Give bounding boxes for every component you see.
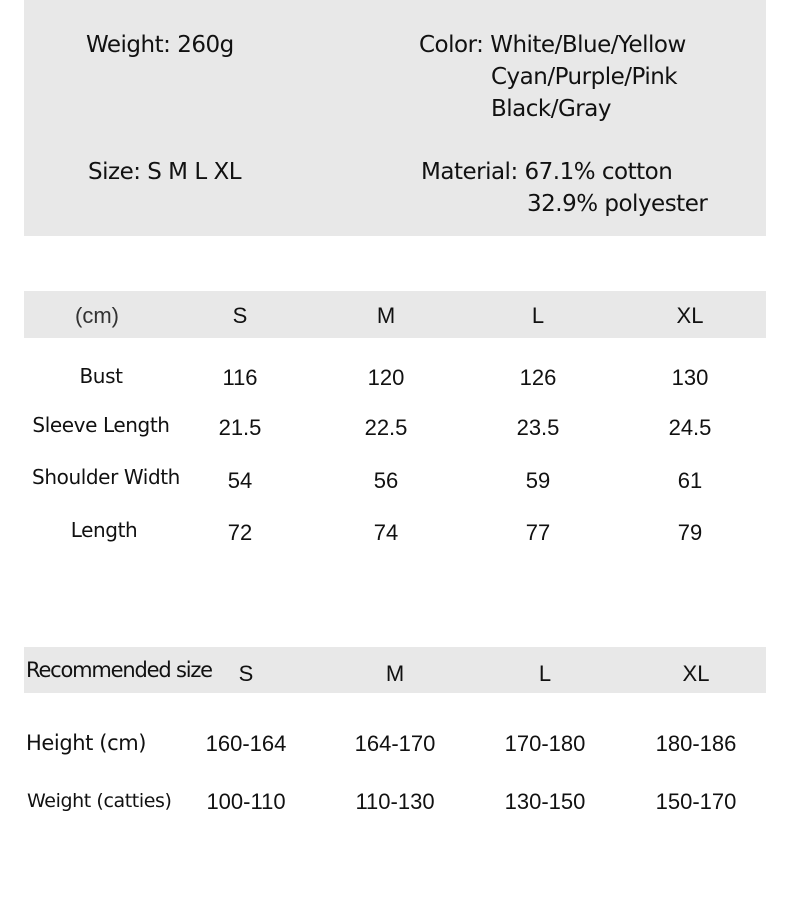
size-chart-unit-header: (cm)	[75, 303, 119, 328]
table-cell: 23.5	[516, 415, 560, 440]
row-label: Weight (catties)	[27, 790, 172, 812]
table-cell: 130-150	[504, 789, 586, 814]
table-cell: 150-170	[655, 789, 737, 814]
size-chart-column-header: XL	[676, 303, 704, 328]
table-cell: 54	[227, 468, 253, 493]
table-cell: 110-130	[355, 789, 435, 814]
weight-spec: Weight: 260g	[86, 32, 234, 58]
table-cell: 72	[227, 520, 253, 545]
table-cell: 61	[677, 468, 703, 493]
recommended-size-column-header: S	[238, 661, 254, 686]
table-cell: 160-164	[205, 731, 287, 756]
material-spec-line-2: 32.9% polyester	[527, 191, 708, 217]
table-cell: 24.5	[668, 415, 712, 440]
table-cell: 56	[373, 468, 399, 493]
table-cell: 180-186	[655, 731, 737, 756]
size-spec: Size: S M L XL	[88, 159, 242, 185]
size-chart-column-header: L	[531, 303, 545, 328]
recommended-size-column-header: XL	[682, 661, 710, 686]
table-cell: 22.5	[364, 415, 408, 440]
row-label: Height (cm)	[26, 731, 147, 755]
table-cell: 170-180	[504, 731, 586, 756]
material-spec-line-1: Material: 67.1% cotton	[421, 159, 673, 185]
table-cell: 59	[525, 468, 551, 493]
row-label: Length	[70, 518, 138, 542]
table-cell: 100-110	[206, 789, 286, 814]
recommended-size-column-header: L	[538, 661, 552, 686]
color-spec-line-3: Black/Gray	[491, 96, 611, 122]
table-cell: 126	[519, 365, 557, 390]
product-spec-panel	[24, 0, 766, 236]
recommended-size-title: Recommended size	[26, 658, 212, 682]
size-chart-column-header: S	[232, 303, 248, 328]
table-cell: 164-170	[354, 731, 436, 756]
row-label: Bust	[79, 364, 123, 388]
table-cell: 74	[373, 520, 399, 545]
color-spec-line-2: Cyan/Purple/Pink	[491, 64, 678, 90]
table-cell: 21.5	[218, 415, 262, 440]
table-cell: 120	[367, 365, 405, 390]
recommended-size-column-header: M	[385, 661, 405, 686]
row-label: Sleeve Length	[32, 413, 170, 437]
table-cell: 130	[671, 365, 709, 390]
color-spec-line-1: Color: White/Blue/Yellow	[419, 32, 686, 58]
row-label: Shoulder Width	[32, 465, 180, 489]
size-chart-column-header: M	[376, 303, 396, 328]
table-cell: 79	[677, 520, 703, 545]
table-cell: 77	[525, 520, 551, 545]
table-cell: 116	[222, 365, 258, 390]
